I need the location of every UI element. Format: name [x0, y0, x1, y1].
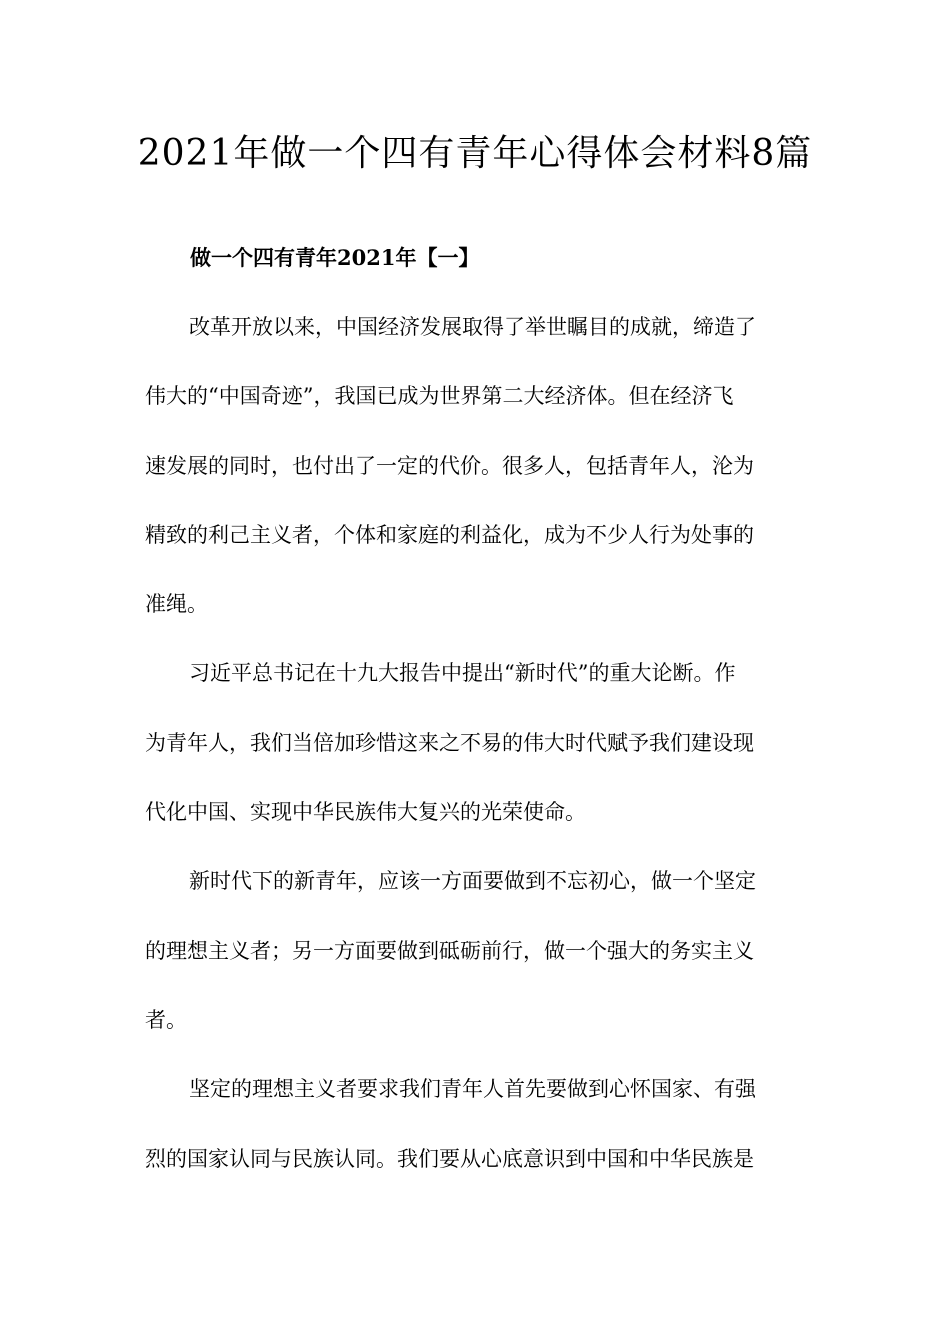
paragraph-2: [145, 650, 793, 858]
document-body: [145, 304, 793, 1205]
paragraph-line: 习近平总书记在十九大报告中提出“新时代”的重大论断。作: [189, 661, 736, 686]
paragraph-line: 新时代下的新青年，应该一方面要做到不忘初心，做一个坚定: [189, 869, 756, 894]
paragraph-line: 代化中国、实现中华民族伟大复兴的光荣使命。: [145, 800, 586, 825]
document-title: 2021年做一个四有青年心得体会材料8篇: [137, 133, 813, 174]
paragraph-line: 坚定的理想主义者要求我们青年人首先要做到心怀国家、有强: [189, 1077, 756, 1102]
paragraph-4: [145, 1066, 793, 1205]
paragraph-line: 的理想主义者；另一方面要做到砥砺前行，做一个强大的务实主义: [145, 938, 754, 963]
paragraph-1: [145, 304, 793, 650]
paragraph-line: 改革开放以来，中国经济发展取得了举世瞩目的成就，缔造了: [189, 315, 756, 339]
paragraph-line: 准绳。: [145, 592, 208, 617]
paragraph-line: 烈的国家认同与民族认同。我们要从心底意识到中国和中华民族是: [145, 1146, 754, 1171]
paragraph-line: 伟大的“中国奇迹”，我国已成为世界第二大经济体。但在经济飞: [145, 384, 734, 409]
paragraph-line: 速发展的同时，也付出了一定的代价。很多人，包括青年人，沦为: [145, 453, 754, 478]
section-heading: 做一个四有青年2021年【一】: [190, 245, 480, 270]
paragraph-line: 精致的利己主义者，个体和家庭的利益化，成为不少人行为处事的: [145, 522, 754, 547]
paragraph-line: 为青年人，我们当倍加珍惜这来之不易的伟大时代赋予我们建设现: [145, 730, 754, 755]
paragraph-3: [145, 858, 793, 1066]
paragraph-line: 者。: [145, 1007, 187, 1032]
